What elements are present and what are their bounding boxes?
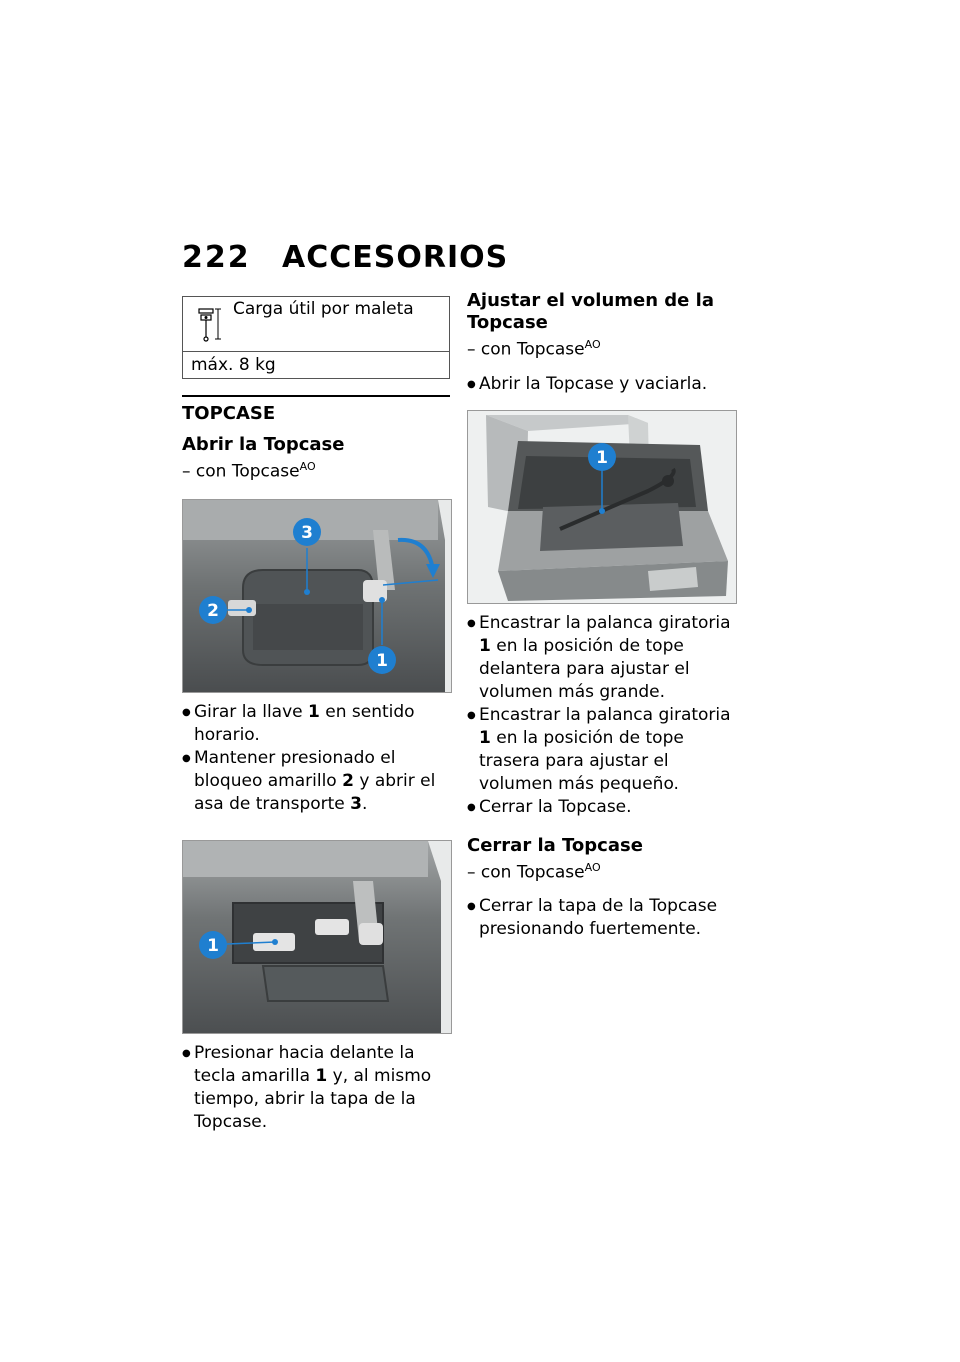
open-steps-b xyxy=(182,1042,450,1134)
svg-text:1: 1 xyxy=(376,650,388,671)
callout-2 xyxy=(199,596,227,624)
close-condition: – con Topcase$^{AO}$ xyxy=(467,860,601,883)
section-rule xyxy=(182,395,450,397)
section-title: TOPCASE xyxy=(182,403,276,424)
adjust-step-1: ● Encastrar la palanca giratoria 1 en la posición de tope delantera para ajustar el volumen más grande. xyxy=(467,612,739,704)
svg-text:1: 1 xyxy=(596,447,608,468)
svg-text:1: 1 xyxy=(207,935,219,956)
spec-value: máx. 8 kg xyxy=(191,355,276,375)
photo-release-button xyxy=(182,840,452,1034)
adjust-step-2: ● Encastrar la palanca giratoria 1 en la posición de tope trasera para ajustar el volumen más pequeño. xyxy=(467,704,739,796)
callout-1-release xyxy=(199,931,227,959)
close-step-1: ● Cerrar la tapa de la Topcase presionando fuertemente. xyxy=(467,895,739,941)
adjust-condition: – con Topcase$^{AO}$ xyxy=(467,338,601,360)
callout-1-lever xyxy=(588,443,616,471)
spec-header-row xyxy=(183,297,449,352)
page-number: 222 xyxy=(182,240,251,275)
adjust-steps-a xyxy=(467,373,739,396)
left-column xyxy=(182,296,450,1134)
luggage-weight-icon xyxy=(197,305,223,345)
svg-text:3: 3 xyxy=(301,522,313,543)
photo-open-handle xyxy=(182,499,452,693)
chapter-title: ACCESORIOS xyxy=(282,240,509,275)
callout-3 xyxy=(293,518,321,546)
open-condition: – con Topcase$^{AO}$ xyxy=(182,460,316,482)
spec-table xyxy=(182,296,450,379)
adjust-step-0: ● Abrir la Topcase y vaciarla. xyxy=(467,373,739,396)
callout-1 xyxy=(368,646,396,674)
spec-label: Carga útil por maleta xyxy=(233,299,414,319)
svg-text:2: 2 xyxy=(207,600,219,621)
adjust-title: Ajustar el volumen de la Topcase xyxy=(467,290,714,333)
photo-topcase-interior xyxy=(467,410,737,604)
adjust-step-3: ● Cerrar la Topcase. xyxy=(467,796,739,819)
open-steps-a xyxy=(182,701,450,816)
adjust-steps-b xyxy=(467,612,739,819)
open-step-2: ● Mantener presionado el bloqueo amarillo 2 y abrir el asa de transporte 3. xyxy=(182,747,450,816)
open-title: Abrir la Topcase xyxy=(182,434,345,455)
open-step-1: ● Girar la llave 1 en sentido horario. xyxy=(182,701,450,747)
close-title: Cerrar la Topcase xyxy=(467,834,643,856)
right-column xyxy=(467,290,739,941)
close-steps xyxy=(467,895,739,941)
open-step-3: ● Presionar hacia delante la tecla amarilla 1 y, al mismo tiempo, abrir la tapa de la Topcase. xyxy=(182,1042,450,1134)
